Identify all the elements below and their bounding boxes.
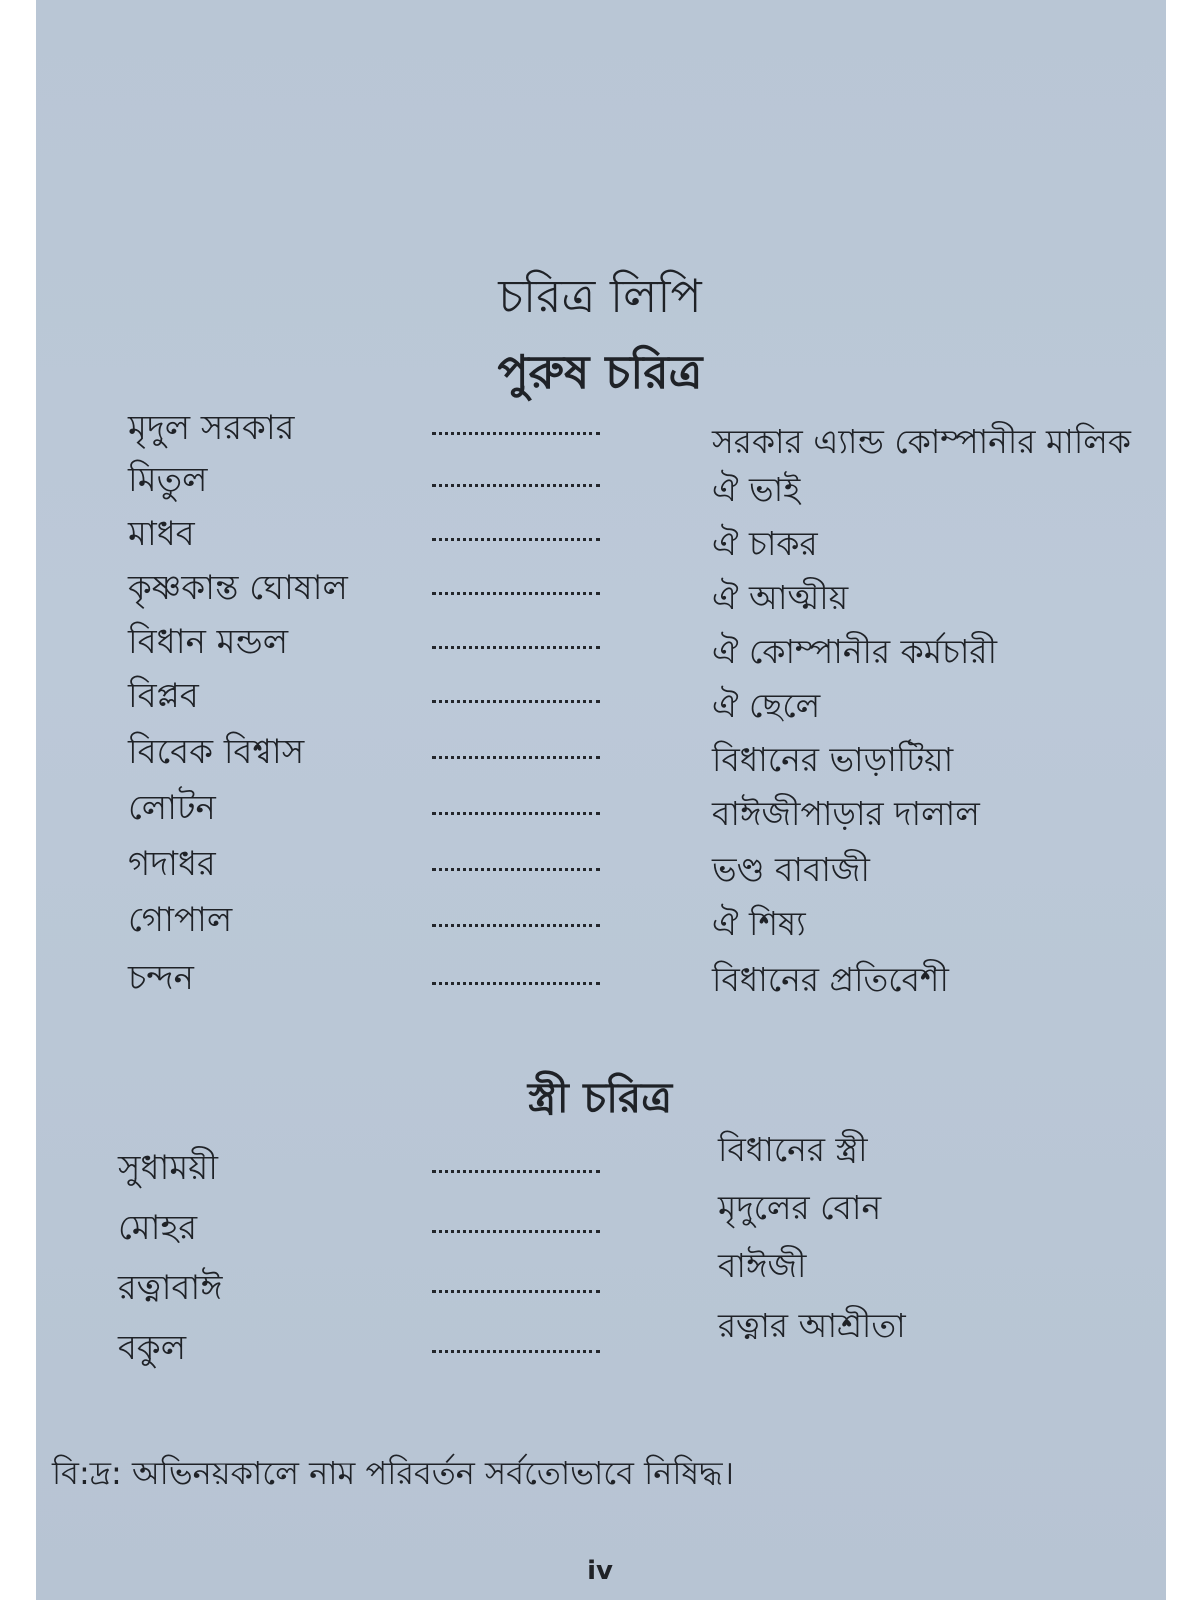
male-section-title: পুরুষ চরিত্র: [497, 345, 703, 399]
dotted-leader: [432, 1350, 600, 1353]
character-name: সুধাময়ী: [118, 1148, 219, 1188]
character-role: ঐ কোম্পানীর কর্মচারী: [712, 632, 998, 671]
character-name: মাধব: [128, 514, 195, 554]
character-role: ঐ শিষ্য: [712, 904, 806, 943]
character-role: বিধানের ভাড়াটিয়া: [712, 740, 954, 779]
character-name: কৃষ্ণকান্ত ঘোষাল: [128, 568, 348, 608]
character-role: ঐ আত্মীয়: [712, 578, 849, 617]
character-row: [0, 844, 1200, 896]
character-role: মৃদুলের বোন: [718, 1188, 882, 1227]
character-name: লোটন: [128, 788, 216, 828]
character-row: [0, 408, 1200, 460]
female-section-title: স্ত্রী চরিত্র: [527, 1073, 673, 1122]
character-name: বিবেক বিশ্বাস: [128, 732, 305, 772]
character-role: বাঈজী: [718, 1246, 807, 1285]
character-row: [0, 1246, 1200, 1318]
character-name: রত্নাবাঈ: [118, 1268, 223, 1308]
character-row: [0, 460, 1200, 512]
character-row: [0, 732, 1200, 784]
dotted-leader: [432, 1290, 600, 1293]
character-role: ঐ চাকর: [712, 524, 818, 563]
dotted-leader: [432, 982, 600, 985]
dotted-leader: [432, 646, 600, 649]
page-title: চরিত্র লিপি: [498, 269, 702, 323]
dotted-leader: [432, 868, 600, 871]
character-name: চন্দন: [128, 958, 194, 998]
character-name: মিতুল: [128, 460, 208, 500]
dotted-leader: [432, 924, 600, 927]
dotted-leader: [432, 592, 600, 595]
character-role: রত্নার আশ্রীতা: [718, 1306, 906, 1345]
character-name: বিধান মন্ডল: [128, 622, 289, 662]
character-role: বাঈজীপাড়ার দালাল: [712, 794, 980, 833]
dotted-leader: [432, 1230, 600, 1233]
dotted-leader: [432, 432, 600, 435]
character-role: বিধানের প্রতিবেশী: [712, 960, 949, 999]
character-role: ঐ ছেলে: [712, 686, 821, 725]
character-row: [0, 676, 1200, 728]
dotted-leader: [432, 812, 600, 815]
character-name: বকুল: [118, 1328, 187, 1368]
character-role: সরকার এ্যান্ড কোম্পানীর মালিক: [712, 422, 1131, 461]
character-row: [0, 514, 1200, 566]
character-name: গোপাল: [128, 900, 233, 940]
footnote: বি:দ্র: অভিনয়কালে নাম পরিবর্তন সর্বতোভাবে নিষিদ্ধ।: [52, 1454, 735, 1492]
character-row: [0, 1130, 1200, 1198]
character-row: [0, 900, 1200, 952]
character-name: বিপ্লব: [128, 676, 199, 716]
character-name: মৃদুল সরকার: [128, 408, 295, 448]
dotted-leader: [432, 484, 600, 487]
character-row: [0, 1306, 1200, 1378]
character-name: মোহর: [118, 1208, 198, 1248]
character-row: [0, 568, 1200, 620]
dotted-leader: [432, 700, 600, 703]
page-number: iv: [587, 1556, 613, 1586]
character-row: [0, 622, 1200, 674]
character-row: [0, 958, 1200, 1010]
character-name: গদাধর: [128, 844, 216, 884]
character-row: [0, 788, 1200, 840]
character-role: ঐ ভাই: [712, 470, 801, 509]
character-role: বিধানের স্ত্রী: [718, 1130, 868, 1169]
dotted-leader: [432, 1170, 600, 1173]
dotted-leader: [432, 756, 600, 759]
character-role: ভণ্ড বাবাজী: [712, 850, 870, 889]
character-row: [0, 1188, 1200, 1258]
dotted-leader: [432, 538, 600, 541]
